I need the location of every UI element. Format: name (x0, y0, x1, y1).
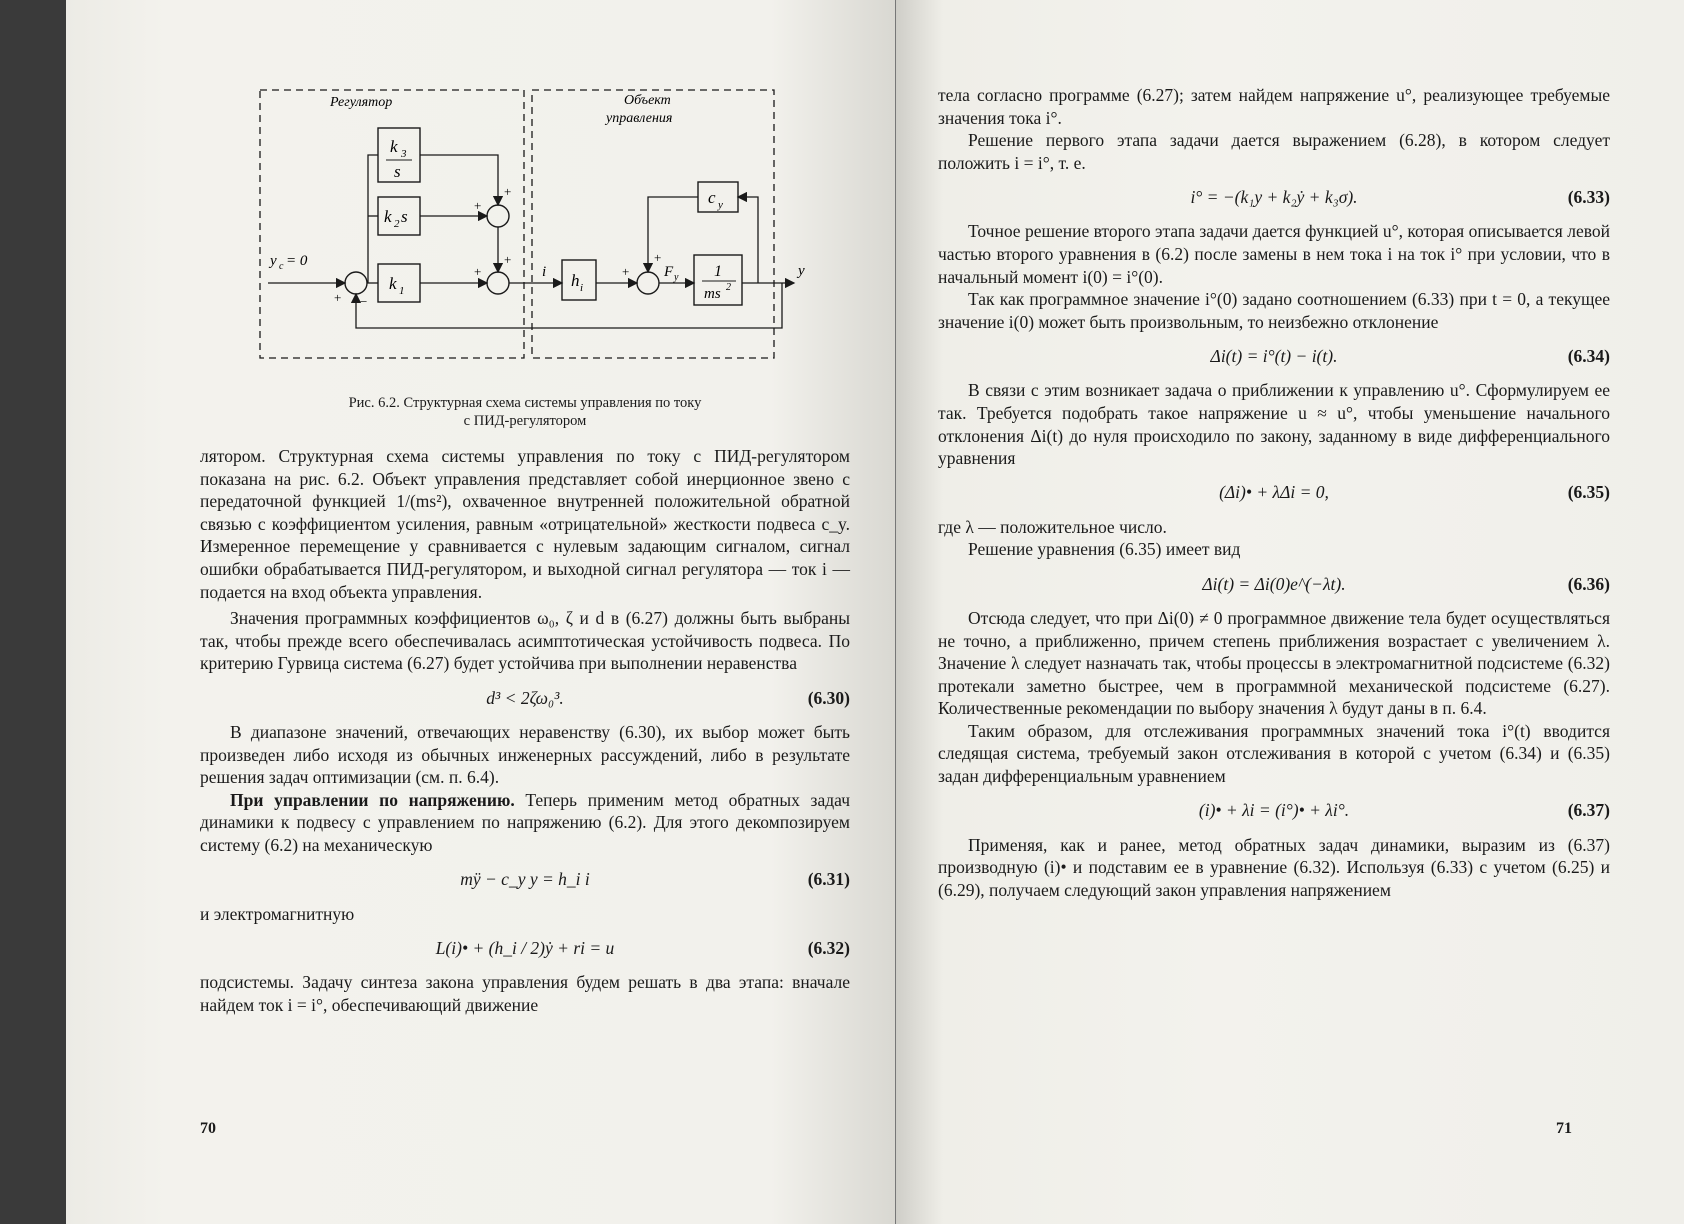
label-object-2: управления (606, 111, 673, 126)
signal-fy: F (664, 264, 674, 280)
right-paragraph-8: Отсюда следует, что при Δi(0) ≠ 0 программное движение тела будет осуществляться не точно, а приближенно, причем степень приближения возрастает с увеличением λ. Значение λ следует назначать так, чтобы процессы в электромагнитной подсистеме (6.32) протекали заметно быстрее, чем в программной механической подсистеме (6.27). Количественные рекомендации по выбору значения λ будут даны в п. 6.4. (938, 607, 1610, 719)
equation-6-37-body: (i)• + λi = (i°)• + λi°. (1198, 800, 1350, 821)
equation-6-36-number: (6.36) (1567, 573, 1610, 594)
sign-plus-hi: + (622, 264, 630, 279)
sign-plus-cy: + (654, 250, 662, 265)
left-paragraph-5: и электромагнитную (200, 903, 355, 924)
equation-6-32 (200, 925, 850, 971)
equation-6-31 (200, 857, 850, 903)
right-paragraph-6: где λ — положительное число. (938, 516, 1167, 537)
equation-6-32-number: (6.32) (807, 937, 850, 958)
wire-cy-feedback-in (738, 197, 758, 283)
sign-plus-d: + (504, 252, 512, 267)
left-paragraph-2: Значения программных коэффициентов ω₀, ζ и d в (6.27) должны быть выбраны так, чтобы прежде всего обеспечивалась асимптотическая устойчивость подвеса. По критерию Гурвица система (6.27) будет устойчива при выполнении неравенства (200, 608, 850, 674)
block-cy-sub: y (718, 199, 723, 211)
right-page (896, 0, 1684, 1224)
caption-line-2: с ПИД-регулятором (463, 413, 587, 429)
right-paragraph-3: Точное решение второго этапа задачи дается функцией u°, которая описывается левой частью второго уравнения в (6.2) после замены в нем тока i на ток i° при условии, что в начальный момент i(0) = i°(0). (938, 221, 1610, 287)
signal-yc-val: = 0 (286, 253, 308, 269)
equation-6-34 (938, 333, 1610, 379)
sign-plus-k2: + (474, 198, 482, 213)
equation-6-35 (938, 470, 1610, 516)
block-hi: h (571, 271, 580, 290)
block-k3-num: k (390, 137, 398, 156)
equation-6-37 (938, 788, 1610, 834)
signal-yc: y (270, 253, 277, 269)
left-paragraph-4-body: Теперь применим метод обратных задач динамики к подвесу с управлением по напряжению (6.2). Для этого декомпозируем систему (6.2) на механическую (200, 789, 850, 855)
equation-6-31-number: (6.31) (807, 869, 850, 890)
block-plant-den: ms (704, 286, 721, 302)
equation-6-36-body: Δi(t) = Δi(0)e^(−λt). (1202, 573, 1346, 594)
right-paragraph-1: тела согласно программе (6.27); затем найдем напряжение u°, реализующее требуемые значения тока i°. (938, 85, 1610, 128)
equation-6-34-body: Δi(t) = i°(t) − i(t). (1210, 346, 1338, 367)
label-object-1: Объект (624, 93, 671, 108)
right-paragraph-4: Так как программное значение i°(0) задано соотношением (6.33) при t = 0, а текущее значение i(0) может быть произвольным, то неизбежно отклонение (938, 289, 1610, 332)
object-frame (532, 90, 774, 358)
figure-caption (200, 394, 850, 430)
left-page (66, 0, 896, 1224)
block-k3-den: s (394, 162, 401, 181)
equation-6-35-body: (Δi)• + λΔi = 0, (1219, 482, 1329, 503)
right-paragraph-10: Применяя, как и ранее, метод обратных задач динамики, выразим из (6.37) производную (i)• и подставим ее в уравнение (6.32). Используя (6.33) с учетом (6.25) и (6.29), получаем следующий закон управления напряжением (938, 834, 1610, 900)
block-plant-pow: 2 (726, 282, 731, 293)
equation-6-33-number: (6.33) (1567, 187, 1610, 208)
equation-6-30-body: d³ < 2ζω₀³. (486, 687, 564, 708)
left-paragraph-6: подсистемы. Задачу синтеза закона управления будем решать в два этапа: вначале найдем ток i = i°, обеспечивающий движение (200, 972, 850, 1015)
pid-block-diagram (246, 80, 846, 370)
block-k1-sub: 1 (399, 285, 405, 297)
regulator-frame (260, 90, 524, 358)
block-k2-s: s (401, 207, 408, 226)
equation-6-36 (938, 561, 1610, 607)
left-paragraph-4-lead: При управлении по напряжению. (230, 789, 515, 810)
block-k2-sub: 2 (394, 218, 400, 230)
right-text-column (938, 84, 1610, 901)
block-k2: k (384, 207, 392, 226)
sign-plus-k1: + (474, 264, 482, 279)
block-k1: k (389, 274, 397, 293)
equation-6-34-number: (6.34) (1567, 346, 1610, 367)
block-cy: c (708, 188, 716, 207)
right-paragraph-9: Таким образом, для отслеживания программных значений тока i°(t) вводится следящая система, требуемый закон отслеживания в которой с учетом (6.34) и (6.35) задан дифференциальным уравнением (938, 720, 1610, 787)
caption-line-1: Рис. 6.2. Структурная схема системы управления по току (348, 395, 702, 411)
equation-6-35-number: (6.35) (1567, 482, 1610, 503)
summer-error (345, 272, 367, 294)
right-paragraph-5: В связи с этим возникает задача о приближении к управлению u°. Сформулируем ее так. Требуется подобрать такое напряжение u ≈ u°, чтобы уменьшение начального отклонения Δi(t) до нуля происходило по закону, заданному в виде дифференциального уравнения (938, 380, 1610, 469)
sign-plus-k3: + (504, 184, 512, 199)
right-paragraph-2: Решение первого этапа задачи дается выражением (6.28), в котором следует положить i = i°, т. е. (938, 130, 1610, 173)
equation-6-33 (938, 174, 1610, 220)
signal-y: y (798, 263, 805, 279)
equation-6-37-number: (6.37) (1567, 800, 1610, 821)
equation-6-31-body: mÿ − c_y y = h_i i (460, 869, 590, 890)
summer-force (637, 272, 659, 294)
block-k3-sub: 3 (401, 148, 407, 160)
block-hi-sub: i (580, 282, 584, 294)
signal-i: i (542, 264, 547, 280)
equation-6-32-body: L(i)• + (h_i / 2)ẏ + ri = u (435, 937, 615, 958)
left-paragraph-1: лятором. Структурная схема системы управления по току с ПИД-регулятором показана на рис. 6.2. Объект управления представляет собой инерционное звено с передаточной функцией 1/(ms²), охваченное внутренней положительной обратной связью с коэффициентом усиления, равным «отрицательной» жесткости подвеса c_y. Измеренное перемещение y сравнивается с нулевым задающим сигналом, сигнал ошибки обрабатывается ПИД-регулятором, и выходной сигнал регулятора — ток i — подается на вход объекта управления. (200, 446, 850, 602)
block-plant-num: 1 (714, 263, 722, 280)
left-paragraph-4 (200, 789, 850, 857)
right-page-number: 71 (1556, 1120, 1572, 1137)
left-paragraph-3: В диапазоне значений, отвечающих неравенству (6.30), их выбор может быть произведен либо исходя из обычных инженерных рассуждений, либо в результате решения задач оптимизации (см. п. 6.4). (200, 721, 850, 788)
sign-plus-input: + (334, 290, 342, 305)
equation-6-30 (200, 675, 850, 721)
right-paragraph-7: Решение уравнения (6.35) имеет вид (968, 539, 1241, 560)
left-page-number: 70 (200, 1120, 216, 1137)
wire-k3-out (420, 155, 498, 205)
summer-output (487, 272, 509, 294)
sign-minus-feedback: − (360, 294, 368, 309)
left-text-column (200, 445, 850, 1016)
wire-branch (368, 155, 378, 283)
equation-6-30-number: (6.30) (807, 687, 850, 708)
label-regulator: Регулятор (330, 95, 393, 110)
signal-yc-sub: c (279, 261, 284, 272)
summer-d (487, 205, 509, 227)
equation-6-33-body: i° = −(k₁y + k₂ẏ + k₃σ). (1190, 187, 1358, 208)
signal-fy-sub: y (674, 272, 679, 283)
